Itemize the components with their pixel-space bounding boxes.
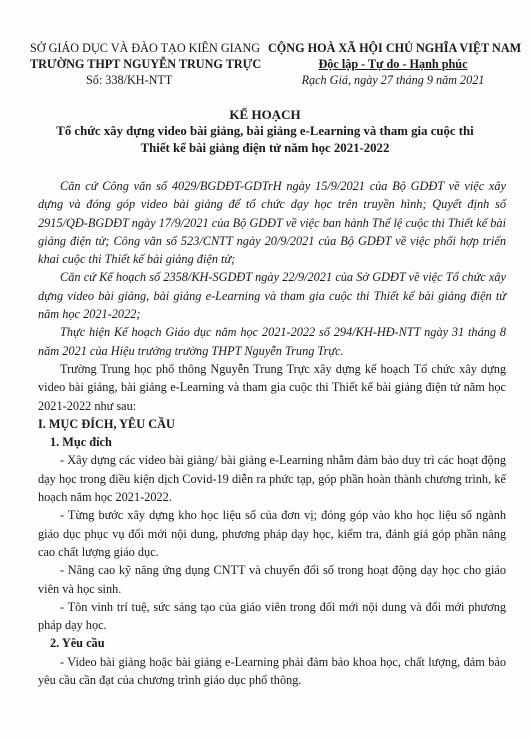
section-heading: I. MỤC ĐÍCH, YÊU CẦU bbox=[38, 416, 175, 431]
issuer-block bbox=[30, 40, 270, 88]
basis-paragraph: Thực hiện Kế hoạch Giáo dục năm học 2021-2022 số 294/KH-HĐ-NTT ngày 31 tháng 8 năm 2021 của Hiệu trưởng trường THPT Nguyễn Trung Trực. bbox=[38, 325, 506, 358]
purpose-item: - Tôn vinh trí tuệ, sức sáng tạo của giáo viên trong đổi mới nội dung và đổi mới phương pháp dạy học. bbox=[38, 599, 506, 633]
requirement-item: - Video bài giảng hoặc bài giảng e-Learning phải đảm bảo khoa học, chất lượng, đảm bảo yêu cầu cần đạt của chương trình giáo dục phổ thông. bbox=[38, 654, 506, 688]
purpose-item: - Nâng cao kỹ năng ứng dụng CNTT và chuyển đổi số trong hoạt động dạy học cho giáo viên và học sinh. bbox=[38, 563, 506, 596]
department-name: SỞ GIÁO DỤC VÀ ĐÀO TẠO KIÊN GIANG bbox=[30, 41, 261, 55]
document-body bbox=[38, 177, 506, 689]
school-name: TRƯỜNG THPT NGUYỄN TRUNG TRỰC bbox=[30, 57, 262, 71]
national-header bbox=[268, 40, 522, 88]
document-title bbox=[0, 106, 530, 157]
subsection-heading-requirement: 2. Yêu cầu bbox=[50, 636, 105, 651]
country-name: CỘNG HOÀ XÃ HỘI CHỦ NGHĨA VIỆT NAM bbox=[268, 41, 522, 55]
intro-paragraph: Trường Trung học phổ thông Nguyễn Trung Trực xây dựng kế hoạch Tổ chức xây dựng video bài giảng, bài giảng e-Learning và tham gia cuộc thi Thiết kế bài giảng điện tử năm học 2021-2022 như sau: bbox=[38, 361, 506, 413]
document-number: Số: 338/KH-NTT bbox=[86, 73, 173, 87]
basis-paragraph: Căn cứ Kế hoạch số 2358/KH-SGDĐT ngày 22/9/2021 của Sở GDĐT về việc Tổ chức xây dựng video bài giảng, bài giảng e-Learning và tham gia cuộc thi Thiết kế bài giảng điện tử năm học 2021-2022; bbox=[38, 270, 506, 322]
purpose-item: - Xây dựng các video bài giảng/ bài giảng e-Learning nhằm đảm bảo duy trì các hoạt động dạy học trong điều kiện dịch Covid-19 diễn ra phức tạp, góp phần hoàn thành chương trình, kế hoạch năm học 2021-2022. bbox=[38, 453, 506, 505]
subsection-heading-purpose: 1. Mục đích bbox=[50, 435, 112, 450]
basis-paragraph: Căn cứ Công văn số 4029/BGDĐT-GDTrH ngày 15/9/2021 của Bộ GDĐT về việc xây dựng và đóng góp video bài giảng để tổ chức dạy học trên truyền hình; Quyết định số 2915/QĐ-BGDĐT ngày 17/9/2021 của Bộ GDĐT về việc ban hành Thể lệ cuộc thi Thiết kế bài giảng điện tử; Công văn số 523/CNTT ngày 20/9/2021 của Bộ GDĐT về việc phối hợp triển khai cuộc thi Thiết kế bài giảng điện tử; bbox=[38, 179, 506, 267]
purpose-item: - Từng bước xây dựng kho học liệu số của đơn vị; đóng góp vào kho học liệu số ngành giáo dục phục vụ đổi mới nội dung, phương pháp dạy học, kiểm tra, đánh giá góp phần nâng cao chất lượng giáo dục. bbox=[38, 508, 506, 559]
national-motto: Độc lập - Tự do - Hạnh phúc bbox=[318, 57, 468, 71]
place-date: Rạch Giá, ngày 27 tháng 9 năm 2021 bbox=[301, 73, 485, 87]
title-main: KẾ HOẠCH bbox=[229, 107, 301, 122]
title-line-2: Thiết kế bài giảng điện tử năm học 2021-2022 bbox=[140, 141, 390, 155]
title-line-1: Tổ chức xây dựng video bài giảng, bài giảng e-Learning và tham gia cuộc thi bbox=[56, 124, 474, 138]
